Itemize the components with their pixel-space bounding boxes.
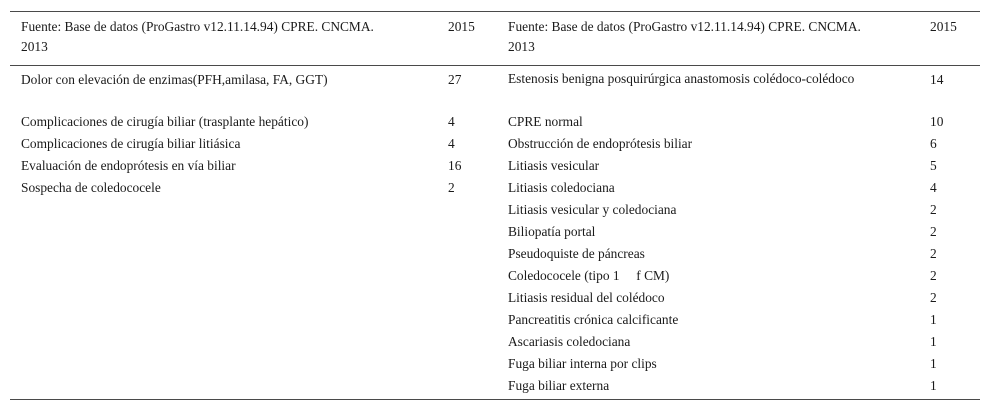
table-row-label: Sospecha de coledococele [21, 180, 161, 195]
table-row-label: Litiasis coledociana [508, 180, 615, 195]
table-row-label: Complicaciones de cirugía biliar litiásica [21, 136, 241, 151]
right-year-header: 2015 [930, 19, 957, 34]
table-row-value: 1 [930, 378, 937, 393]
table-row-value: 2 [930, 224, 937, 239]
left-source-header: Fuente: Base de datos (ProGastro v12.11.14.94) CPRE. CNCMA. 2013 [21, 19, 374, 54]
table-row-label: Ascariasis coledociana [508, 334, 631, 349]
right-source-header: Fuente: Base de datos (ProGastro v12.11.14.94) CPRE. CNCMA. 2013 [508, 19, 861, 54]
table-row-value: 6 [930, 136, 937, 151]
table-row-label: Coledococele (tipo 1 f CM) [508, 268, 670, 283]
table-row-value: 2 [930, 268, 937, 283]
table-row-label: Pseudoquiste de páncreas [508, 246, 645, 261]
table-row-label: Obstrucción de endoprótesis biliar [508, 136, 693, 151]
table-row-value: 4 [448, 136, 455, 151]
table-row-value: 1 [930, 356, 937, 371]
table-row-value: 1 [930, 334, 937, 349]
table-row-label: Litiasis vesicular y coledociana [508, 202, 677, 217]
table-row-value: 2 [930, 290, 937, 305]
table-row-label: Litiasis vesicular [508, 158, 600, 173]
table-row-label: Fuga biliar externa [508, 378, 610, 393]
table-row-label: Biliopatía portal [508, 224, 596, 239]
table-row-label: Litiasis residual del colédoco [508, 290, 665, 305]
table-row-value: 2 [930, 202, 937, 217]
table-row-label: CPRE normal [508, 114, 583, 129]
table-row-label: Evaluación de endoprótesis en vía biliar [21, 158, 236, 173]
table-row-value: 2 [448, 180, 455, 195]
table-row-value: 4 [930, 180, 937, 195]
left-year-header: 2015 [448, 19, 475, 34]
table-row-value: 4 [448, 114, 455, 129]
table-row-label: Pancreatitis crónica calcificante [508, 312, 679, 327]
table-row-value: 10 [930, 114, 944, 129]
table-header [10, 12, 980, 66]
table-row-value: 2 [930, 246, 937, 261]
table-row-value: 5 [930, 158, 937, 173]
table-row-label: Complicaciones de cirugía biliar (trasplante hepático) [21, 114, 309, 129]
table-row-value: 1 [930, 312, 937, 327]
data-table [10, 11, 980, 400]
table-row-value: 27 [448, 72, 462, 87]
table-row-label: Fuga biliar interna por clips [508, 356, 657, 371]
table-row-label: Estenosis benigna posquirúrgica anastomosis colédoco-colédoco [508, 71, 855, 86]
table-body [10, 66, 980, 399]
table-row-value: 14 [930, 72, 944, 87]
table-row-value: 16 [448, 158, 462, 173]
table-row-label: Dolor con elevación de enzimas(PFH,amilasa, FA, GGT) [21, 72, 328, 87]
